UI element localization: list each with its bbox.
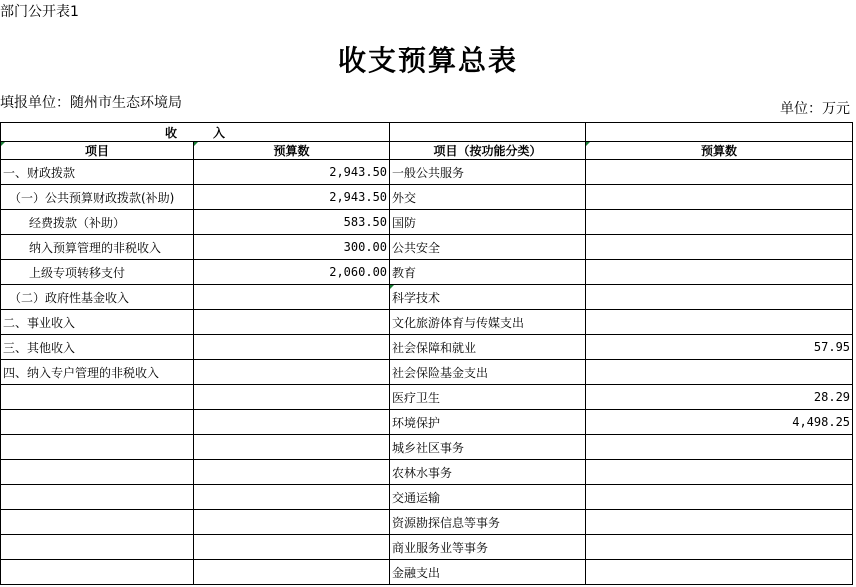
income-value-cell bbox=[194, 460, 390, 485]
expense-item-cell: 教育 bbox=[390, 260, 586, 285]
table-row bbox=[1, 210, 853, 235]
income-item-cell bbox=[1, 410, 194, 435]
income-value-cell: 2,060.00 bbox=[194, 260, 390, 285]
expense-item-cell: 医疗卫生 bbox=[390, 385, 586, 410]
income-value-cell: 583.50 bbox=[194, 210, 390, 235]
table-row bbox=[1, 335, 853, 360]
income-item-cell bbox=[1, 435, 194, 460]
table-row bbox=[1, 310, 853, 335]
table-row bbox=[1, 485, 853, 510]
header-empty-cell bbox=[586, 123, 853, 142]
expense-value-cell bbox=[586, 310, 853, 335]
expense-value-cell bbox=[586, 185, 853, 210]
income-value-cell: 2,943.50 bbox=[194, 160, 390, 185]
income-item-cell: 纳入预算管理的非税收入 bbox=[1, 235, 194, 260]
expense-value-cell bbox=[586, 260, 853, 285]
expense-item-cell: 文化旅游体育与传媒支出 bbox=[390, 310, 586, 335]
expense-value-cell: 28.29 bbox=[586, 385, 853, 410]
expense-value-cell bbox=[586, 210, 853, 235]
expense-item-cell: 社会保险基金支出 bbox=[390, 360, 586, 385]
expense-value-cell bbox=[586, 535, 853, 560]
expense-item-cell: 公共安全 bbox=[390, 235, 586, 260]
income-value-cell bbox=[194, 510, 390, 535]
header-row-2 bbox=[1, 142, 853, 160]
income-budget-header: 预算数 bbox=[194, 142, 390, 160]
income-value-cell bbox=[194, 335, 390, 360]
income-value-cell bbox=[194, 435, 390, 460]
expense-item-cell: 外交 bbox=[390, 185, 586, 210]
income-item-cell: （二）政府性基金收入 bbox=[1, 285, 194, 310]
income-value-cell bbox=[194, 560, 390, 585]
income-item-cell bbox=[1, 485, 194, 510]
expense-item-cell: 资源勘探信息等事务 bbox=[390, 510, 586, 535]
expense-value-cell bbox=[586, 285, 853, 310]
income-value-cell bbox=[194, 285, 390, 310]
header-row-1 bbox=[1, 123, 853, 142]
expense-value-cell bbox=[586, 485, 853, 510]
table-row bbox=[1, 510, 853, 535]
expense-value-cell bbox=[586, 235, 853, 260]
expense-item-cell: 金融支出 bbox=[390, 560, 586, 585]
expense-value-cell bbox=[586, 560, 853, 585]
expense-value-cell bbox=[586, 160, 853, 185]
expense-value-cell: 57.95 bbox=[586, 335, 853, 360]
expense-item-cell: 社会保障和就业 bbox=[390, 335, 586, 360]
expense-item-cell: 环境保护 bbox=[390, 410, 586, 435]
table-row bbox=[1, 360, 853, 385]
table-row bbox=[1, 385, 853, 410]
income-item-header: 项目 bbox=[1, 142, 194, 160]
income-item-cell: 二、事业收入 bbox=[1, 310, 194, 335]
table-row bbox=[1, 535, 853, 560]
income-item-cell: 经费拨款（补助） bbox=[1, 210, 194, 235]
income-item-cell: 上级专项转移支付 bbox=[1, 260, 194, 285]
table-row bbox=[1, 260, 853, 285]
unit-label: 单位：万元 bbox=[780, 101, 850, 117]
expense-item-cell: 城乡社区事务 bbox=[390, 435, 586, 460]
expense-item-cell: 商业服务业等事务 bbox=[390, 535, 586, 560]
table-row bbox=[1, 435, 853, 460]
expense-item-cell: 一般公共服务 bbox=[390, 160, 586, 185]
income-value-cell bbox=[194, 535, 390, 560]
expense-value-cell bbox=[586, 510, 853, 535]
expense-item-cell: 农林水事务 bbox=[390, 460, 586, 485]
income-item-cell bbox=[1, 560, 194, 585]
header-empty-cell bbox=[390, 123, 586, 142]
income-item-cell bbox=[1, 510, 194, 535]
expense-item-cell: 交通运输 bbox=[390, 485, 586, 510]
page-title: 收支预算总表 bbox=[337, 44, 518, 77]
expense-item-cell: 国防 bbox=[390, 210, 586, 235]
income-item-cell: （一）公共预算财政拨款(补助) bbox=[1, 185, 194, 210]
table-row bbox=[1, 185, 853, 210]
income-item-cell bbox=[1, 460, 194, 485]
income-value-cell bbox=[194, 485, 390, 510]
document-code: 部门公开表1 bbox=[0, 4, 79, 20]
budget-summary-table bbox=[0, 122, 853, 585]
income-header: 收 入 bbox=[1, 123, 390, 142]
expense-item-cell: 科学技术 bbox=[390, 285, 586, 310]
table-row bbox=[1, 410, 853, 435]
income-value-cell bbox=[194, 310, 390, 335]
expense-value-cell bbox=[586, 360, 853, 385]
income-item-cell: 三、其他收入 bbox=[1, 335, 194, 360]
filling-unit-label: 填报单位：随州市生态环境局 bbox=[0, 95, 182, 111]
income-value-cell bbox=[194, 385, 390, 410]
income-item-cell: 四、纳入专户管理的非税收入 bbox=[1, 360, 194, 385]
income-value-cell: 2,943.50 bbox=[194, 185, 390, 210]
income-item-cell bbox=[1, 385, 194, 410]
table-row bbox=[1, 160, 853, 185]
income-value-cell bbox=[194, 410, 390, 435]
income-item-cell bbox=[1, 535, 194, 560]
table-row bbox=[1, 460, 853, 485]
expense-item-header: 项目（按功能分类） bbox=[390, 142, 586, 160]
income-value-cell: 300.00 bbox=[194, 235, 390, 260]
expense-value-cell bbox=[586, 460, 853, 485]
table-row bbox=[1, 235, 853, 260]
table-row bbox=[1, 560, 853, 585]
expense-value-cell bbox=[586, 435, 853, 460]
table-row bbox=[1, 285, 853, 310]
income-value-cell bbox=[194, 360, 390, 385]
expense-value-cell: 4,498.25 bbox=[586, 410, 853, 435]
expense-budget-header: 预算数 bbox=[586, 142, 853, 160]
income-item-cell: 一、财政拨款 bbox=[1, 160, 194, 185]
